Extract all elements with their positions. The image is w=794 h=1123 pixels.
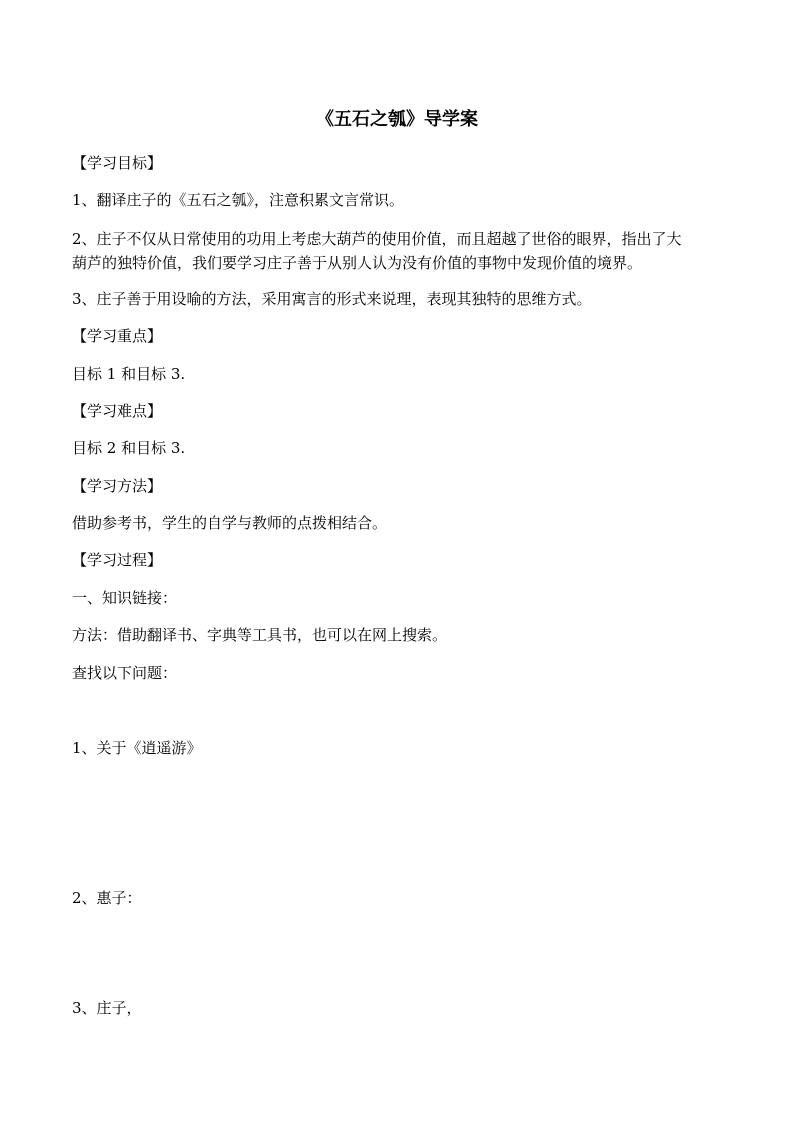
method-heading: 【学习方法】 [72, 477, 163, 495]
process-find: 查找以下问题： [72, 664, 178, 682]
process-method: 方法：借助翻译书、字典等工具书，也可以在网上搜索。 [72, 626, 448, 644]
difficulties-heading: 【学习难点】 [72, 402, 163, 420]
question-2: 2、惠子： [72, 889, 142, 907]
objective-2-line-2: 葫芦的独特价值，我们要学习庄子善于从别人认为没有价值的事物中发现价值的境界。 [72, 254, 643, 272]
objective-3: 3、庄子善于用设喻的方法，采用寓言的形式来说理，表现其独特的思维方式。 [72, 290, 592, 308]
objectives-heading: 【学习目标】 [72, 154, 163, 172]
document-title: 《五石之瓠》导学案 [316, 109, 478, 130]
process-part-1: 一、知识链接： [72, 589, 178, 607]
question-3: 3、庄子， [72, 999, 142, 1017]
method-text: 借助参考书，学生的自学与教师的点拨相结合。 [72, 514, 388, 532]
process-heading: 【学习过程】 [72, 551, 163, 569]
keypoints-heading: 【学习重点】 [72, 327, 163, 345]
objective-2-line-1: 2、庄子不仅从日常使用的功用上考虑大葫芦的使用价值，而且超越了世俗的眼界，指出了大 [72, 230, 682, 248]
objective-1: 1、翻译庄子的《五石之瓠》，注意积累文言常识。 [72, 191, 405, 209]
question-1: 1、关于《逍遥游》 [72, 739, 202, 757]
difficulties-text: 目标 2 和目标 3. [72, 439, 186, 457]
keypoints-text: 目标 1 和目标 3. [72, 365, 186, 383]
